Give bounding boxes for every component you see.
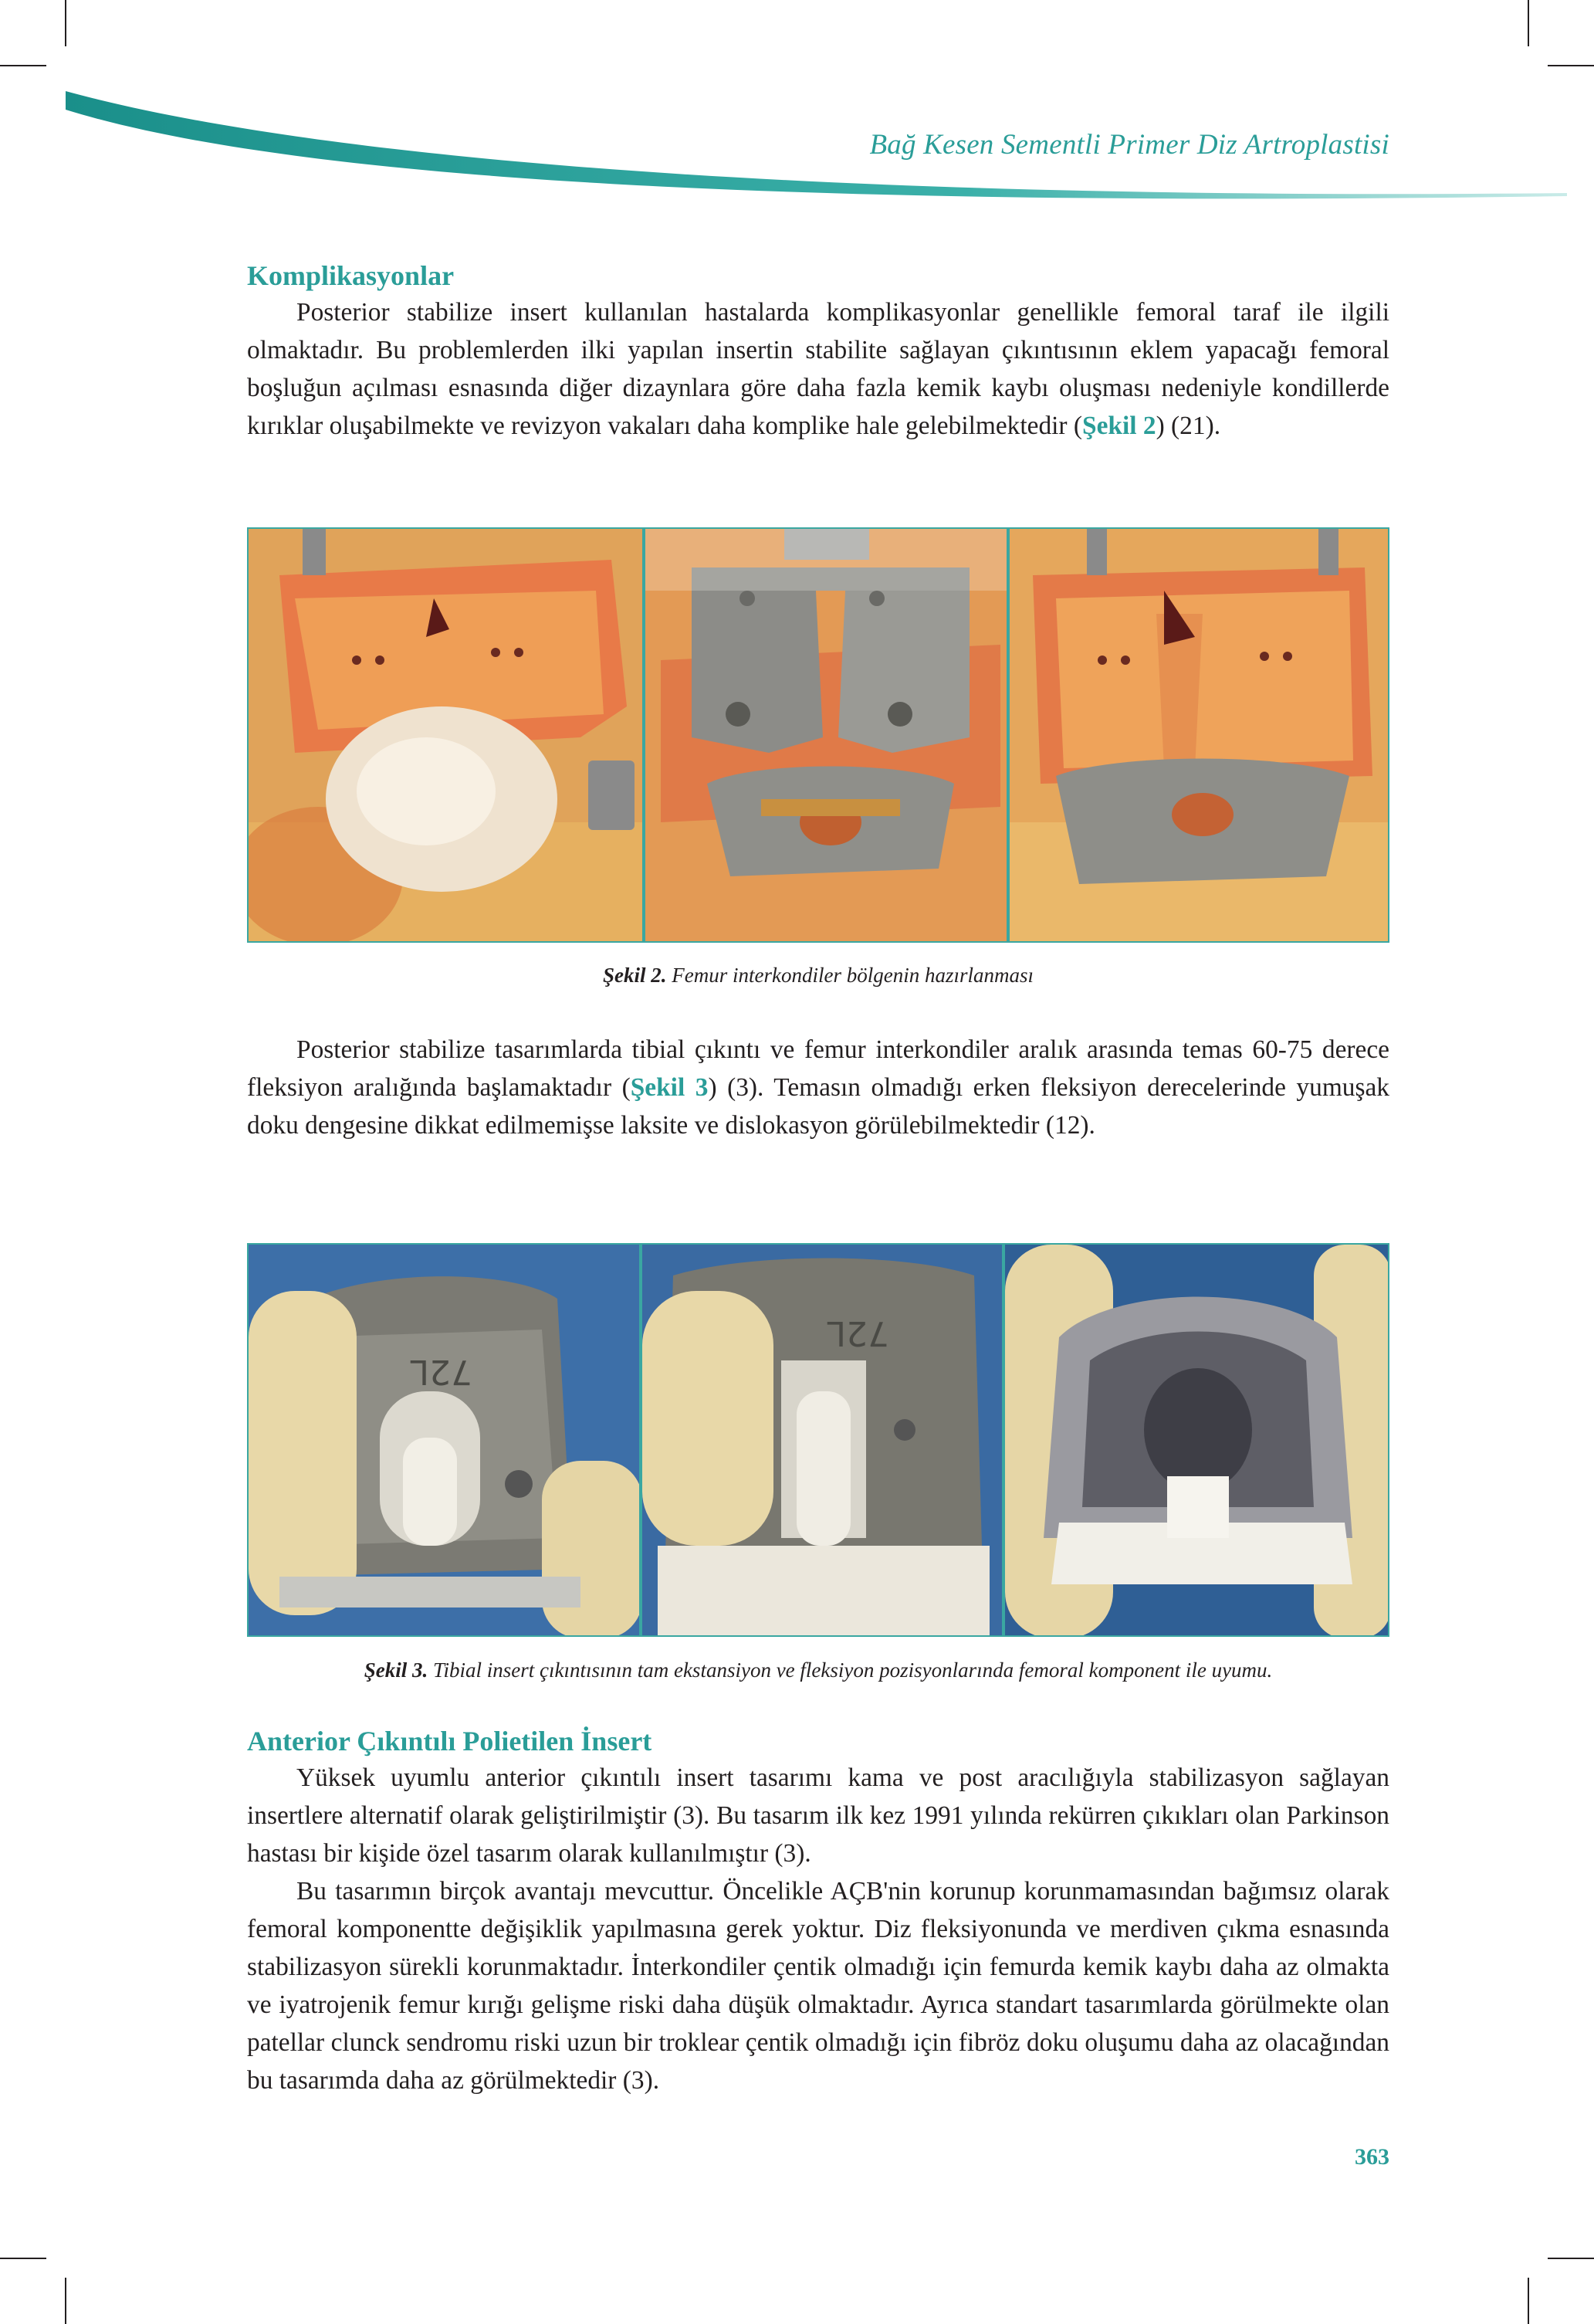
crop-mark — [1528, 2278, 1529, 2324]
anterior-section — [247, 1723, 1389, 2099]
crop-mark — [0, 65, 46, 66]
section-title-anterior: Anterior Çıkıntılı Polietilen İnsert — [247, 1726, 652, 1757]
surgical-photo-3 — [1008, 527, 1389, 943]
paragraph-contact — [247, 1031, 1389, 1144]
implant-photo-3 — [1003, 1243, 1389, 1637]
surgical-photo-2 — [644, 527, 1008, 943]
component-marking: 72L — [410, 1352, 472, 1391]
caption-text: Femur interkondiler bölgenin hazırlanması — [666, 964, 1034, 987]
text-run: Posterior stabilize tasarımlarda tibial çıkıntı ve femur interkondiler aralık arasında temas 60-75 derece fleksiyon aralığında başlamaktadır ( — [247, 1035, 1389, 1102]
paragraph-anterior-1: Yüksek uyumlu anterior çıkıntılı insert tasarımı kama ve post aracılığıyla stabilizasyon sağlayan insertlere alternatif olarak geliştirilmiştir (3). Bu tasarım ilk kez 1991 yılında rekürren çıkıkları olan Parkinson hastası bir kişide özel tasarım olarak kullanılmıştır (3). — [247, 1763, 1389, 1868]
crop-mark — [1548, 65, 1594, 66]
text-run: ) (21). — [1156, 412, 1221, 440]
paragraph-complications — [247, 293, 1389, 445]
figure-3 — [247, 1243, 1389, 1699]
text-run: Posterior stabilize insert kullanılan hastalarda komplikasyonlar genellikle femoral taraf ile ilgili olmaktadır. Bu problemlerden ilki yapılan insertin stabilite sağlayan çıkıntısının eklem yapacağı femoral boşluğun açılması esnasında diğer dizaynlara göre daha fazla kemik kaybı oluşması nedeniyle kondillerde kırıklar oluşabilmekte ve revizyon vakaları daha komplike hale gelebilmektedir ( — [247, 298, 1389, 440]
figure-3-caption — [247, 1658, 1389, 1682]
crop-mark — [65, 0, 66, 46]
figure-label: Şekil 2. — [603, 964, 667, 987]
figure-label: Şekil 3. — [364, 1658, 428, 1682]
text-run: ) (3). Temasın olmadığı erken fleksiyon derecelerinde yumuşak doku dengesine dikkat edilmemişse laksite ve dislokasyon görülebilmektedir (12). — [247, 1073, 1389, 1140]
figure-ref-link[interactable]: Şekil 2 — [1082, 412, 1156, 440]
contact-section — [247, 1031, 1389, 1144]
implant-photo-1 — [247, 1243, 641, 1637]
figure-2 — [247, 527, 1389, 998]
implant-photo-2 — [641, 1243, 1003, 1637]
page-number: 363 — [1355, 2144, 1389, 2170]
crop-mark — [1548, 2258, 1594, 2259]
crop-mark — [65, 2278, 66, 2324]
figure-2-caption — [247, 964, 1389, 988]
section-title-complications: Komplikasyonlar — [247, 260, 455, 291]
paragraph-anterior-2: Bu tasarımın birçok avantajı mevcuttur. Öncelikle AÇB'nin korunup korunmamasından bağımsız olarak femoral komponentte değişiklik yapılmasına gerek yoktur. Diz fleksiyonunda ve merdiven çıkma esnasında stabilizasyon sürekli korunmaktadır. İnterkondiler çentik olmadığı için femurda kemik kaybı daha az olmakta ve iyatrojenik femur kırığı gelişme riski daha düşük olmaktadır. Ayrıca standart tasarımlarda görülmekte olan patellar clunck sendromu riski uzun bir troklear çentik olmadığı için fibröz doku oluşumu daha az olacağından bu tasarımda daha az görülmektedir (3). — [247, 1877, 1389, 2095]
caption-text: Tibial insert çıkıntısının tam ekstansiyon ve fleksiyon pozisyonlarında femoral komponent ile uyumu. — [428, 1658, 1273, 1682]
component-marking: 72L — [827, 1313, 889, 1353]
crop-mark — [1528, 0, 1529, 46]
complications-section — [247, 258, 1389, 445]
surgical-photo-1 — [247, 527, 644, 943]
figure-ref-link[interactable]: Şekil 3 — [630, 1073, 709, 1102]
running-head: Bağ Kesen Sementli Primer Diz Artroplastisi — [869, 129, 1389, 161]
crop-mark — [0, 2258, 46, 2259]
